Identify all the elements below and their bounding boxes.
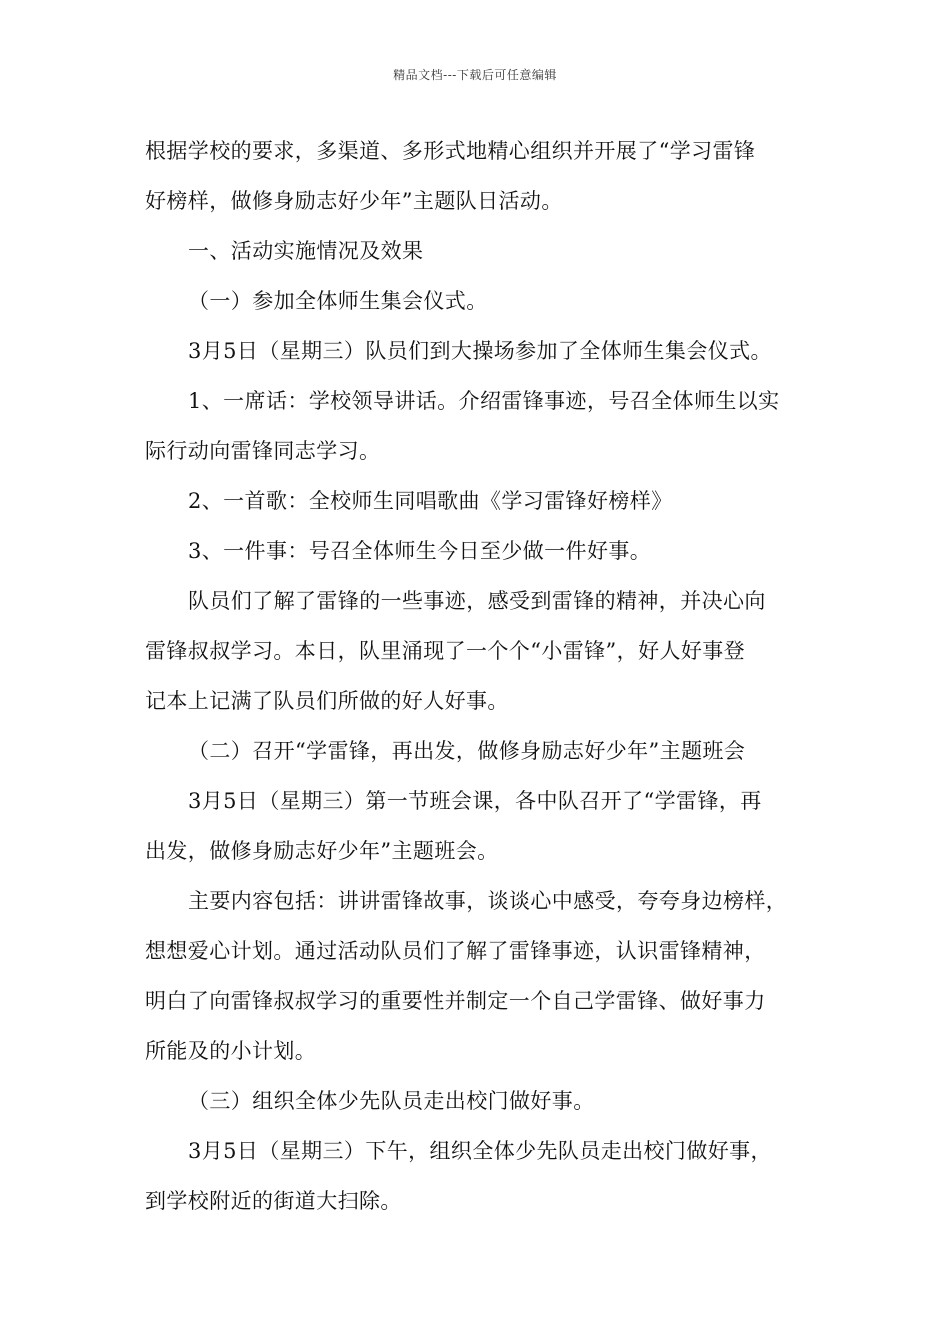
list-item: 3、一件事：号召全体师生今日至少做一件好事。	[188, 539, 652, 563]
body-line: 到学校附近的街道大扫除。	[145, 1189, 402, 1213]
body-line: 3月5日（星期三）队员们到大操场参加了全体师生集会仪式。	[188, 339, 772, 363]
body-line: 3月5日（星期三）第一节班会课，各中队召开了“学雷锋，再	[188, 789, 762, 813]
body-line: 根据学校的要求，多渠道、多形式地精心组织并开展了“学习雷锋	[145, 139, 756, 163]
body-line: 际行动向雷锋同志学习。	[145, 439, 381, 463]
page-header: 精品文档---下载后可任意编辑	[393, 68, 557, 82]
body-line: 队员们了解了雷锋的一些事迹，感受到雷锋的精神，并决心向	[188, 589, 766, 613]
list-item: 2、一首歌：全校师生同唱歌曲《学习雷锋好榜样》	[188, 489, 673, 513]
body-line: 主要内容包括：讲讲雷锋故事，谈谈心中感受，夸夸身边榜样，	[188, 889, 788, 913]
list-item: 1、一席话：学校领导讲话。介绍雷锋事迹，号召全体师生以实	[188, 389, 780, 413]
subsection-heading: （三）组织全体少先队员走出校门做好事。	[188, 1089, 595, 1113]
body-line: 想想爱心计划。通过活动队员们了解了雷锋事迹，认识雷锋精神，	[145, 939, 766, 963]
body-line: 3月5日（星期三）下午，组织全体少先队员走出校门做好事，	[188, 1139, 772, 1163]
body-line: 所能及的小计划。	[145, 1039, 317, 1063]
body-line: 出发，做修身励志好少年”主题班会。	[145, 839, 499, 863]
subsection-heading: （一）参加全体师生集会仪式。	[188, 289, 488, 313]
section-heading: 一、活动实施情况及效果	[188, 239, 424, 263]
body-line: 明白了向雷锋叔叔学习的重要性并制定一个自己学雷锋、做好事力	[145, 989, 766, 1013]
body-line: 雷锋叔叔学习。本日，队里涌现了一个个“小雷锋”，好人好事登	[145, 639, 746, 663]
body-line: 好榜样，做修身励志好少年”主题队日活动。	[145, 189, 563, 213]
subsection-heading: （二）召开“学雷锋，再出发，做修身励志好少年”主题班会	[188, 739, 746, 763]
body-line: 记本上记满了队员们所做的好人好事。	[145, 689, 509, 713]
